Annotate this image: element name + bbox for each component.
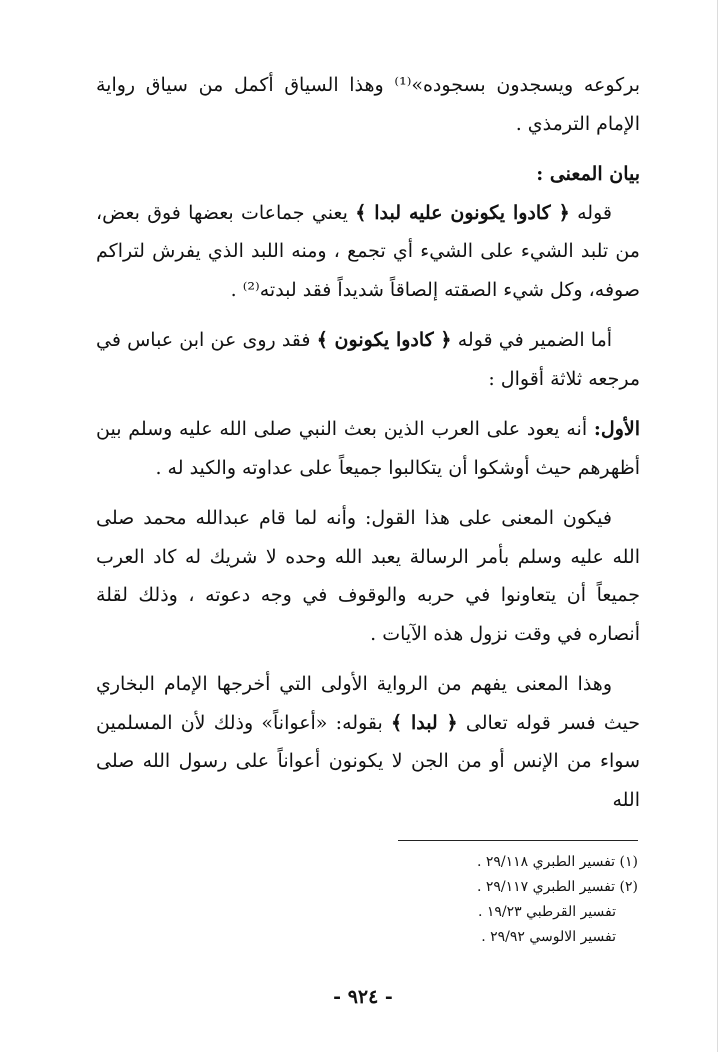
paragraph-1: بركوعه ويسجدون بسجوده»⁽¹⁾ وهذا السياق أكمل من سياق رواية الإمام الترمذي . xyxy=(96,74,640,135)
footnote-2-ref-3: تفسير الالوسي ٢٩/٩٢ . xyxy=(481,929,616,945)
section-heading: بيان المعنى : xyxy=(536,163,640,185)
paragraph-3-lead: أما الضمير في قوله xyxy=(457,329,613,351)
footnote-1: (١) تفسير الطبري ٢٩/١١٨ . xyxy=(476,854,638,870)
footnote-2-ref-2: تفسير القرطبي ١٩/٢٣ . xyxy=(477,904,616,920)
paragraph-6-body: بقوله: «أعواناً» وذلك لأن المسلمين سواء من الإنس أو من الجن لا يكونون أعواناً على رسول الله صلى الله xyxy=(96,711,640,811)
paragraph-4-body: أنه يعود على العرب الذين بعث النبي صلى الله عليه وسلم بين أظهرهم حيث أوشكوا أن يتكالبوا جميعاً على عداوته والكيد له . xyxy=(96,418,640,479)
quran-quote: ﴿ كادوا يكونون عليه لبدا ﴾ xyxy=(355,201,570,224)
paragraph-6 xyxy=(96,665,640,819)
first-opinion-label: الأول: xyxy=(593,418,640,440)
paragraph-2-body: يعني جماعات بعضها فوق بعض، من تلبد الشيء على الشيء أي تجمع ، ومنه اللبد الذي يفرش لتراكم صوفه، وكل شيء الصقته إلصاقاً شديداً فقد لبدته⁽²⁾ . xyxy=(96,201,640,301)
paragraph-4 xyxy=(96,410,640,487)
quran-quote: ﴿ كادوا يكونون ﴾ xyxy=(316,329,452,351)
paragraph-6-lead: وهذا المعنى يفهم من الرواية الأولى التي أخرجها الإمام البخاري حيث فسر قوله تعالى xyxy=(96,673,640,734)
paragraph-2 xyxy=(96,194,640,310)
paragraph-3 xyxy=(96,321,640,398)
footnote-separator xyxy=(398,840,638,841)
footnotes xyxy=(398,850,638,950)
quran-quote: ﴿ لبدا ﴾ xyxy=(391,711,458,734)
page-number: - ٩٢٤ - xyxy=(333,986,393,1008)
paragraph-2-lead: قوله xyxy=(577,201,612,224)
scan-edge-line xyxy=(717,0,718,1052)
paragraph-5: فيكون المعنى على هذا القول: وأنه لما قام عبدالله محمد صلى الله عليه وسلم بأمر الرسالة يعبد الله وحده لا شريك له كاد العرب جميعاً أن يتعاونوا في حربه والوقوف في وجه دعوته ، وذلك لقلة أنصاره في وقت نزول هذه الآيات . xyxy=(96,507,640,645)
paragraph-3-body: فقد روى عن ابن عباس في مرجعه ثلاثة أقوال : xyxy=(96,329,640,390)
body-text xyxy=(96,66,640,819)
footnote-2: (٢) تفسير الطبري ٢٩/١١٧ . xyxy=(476,879,638,895)
